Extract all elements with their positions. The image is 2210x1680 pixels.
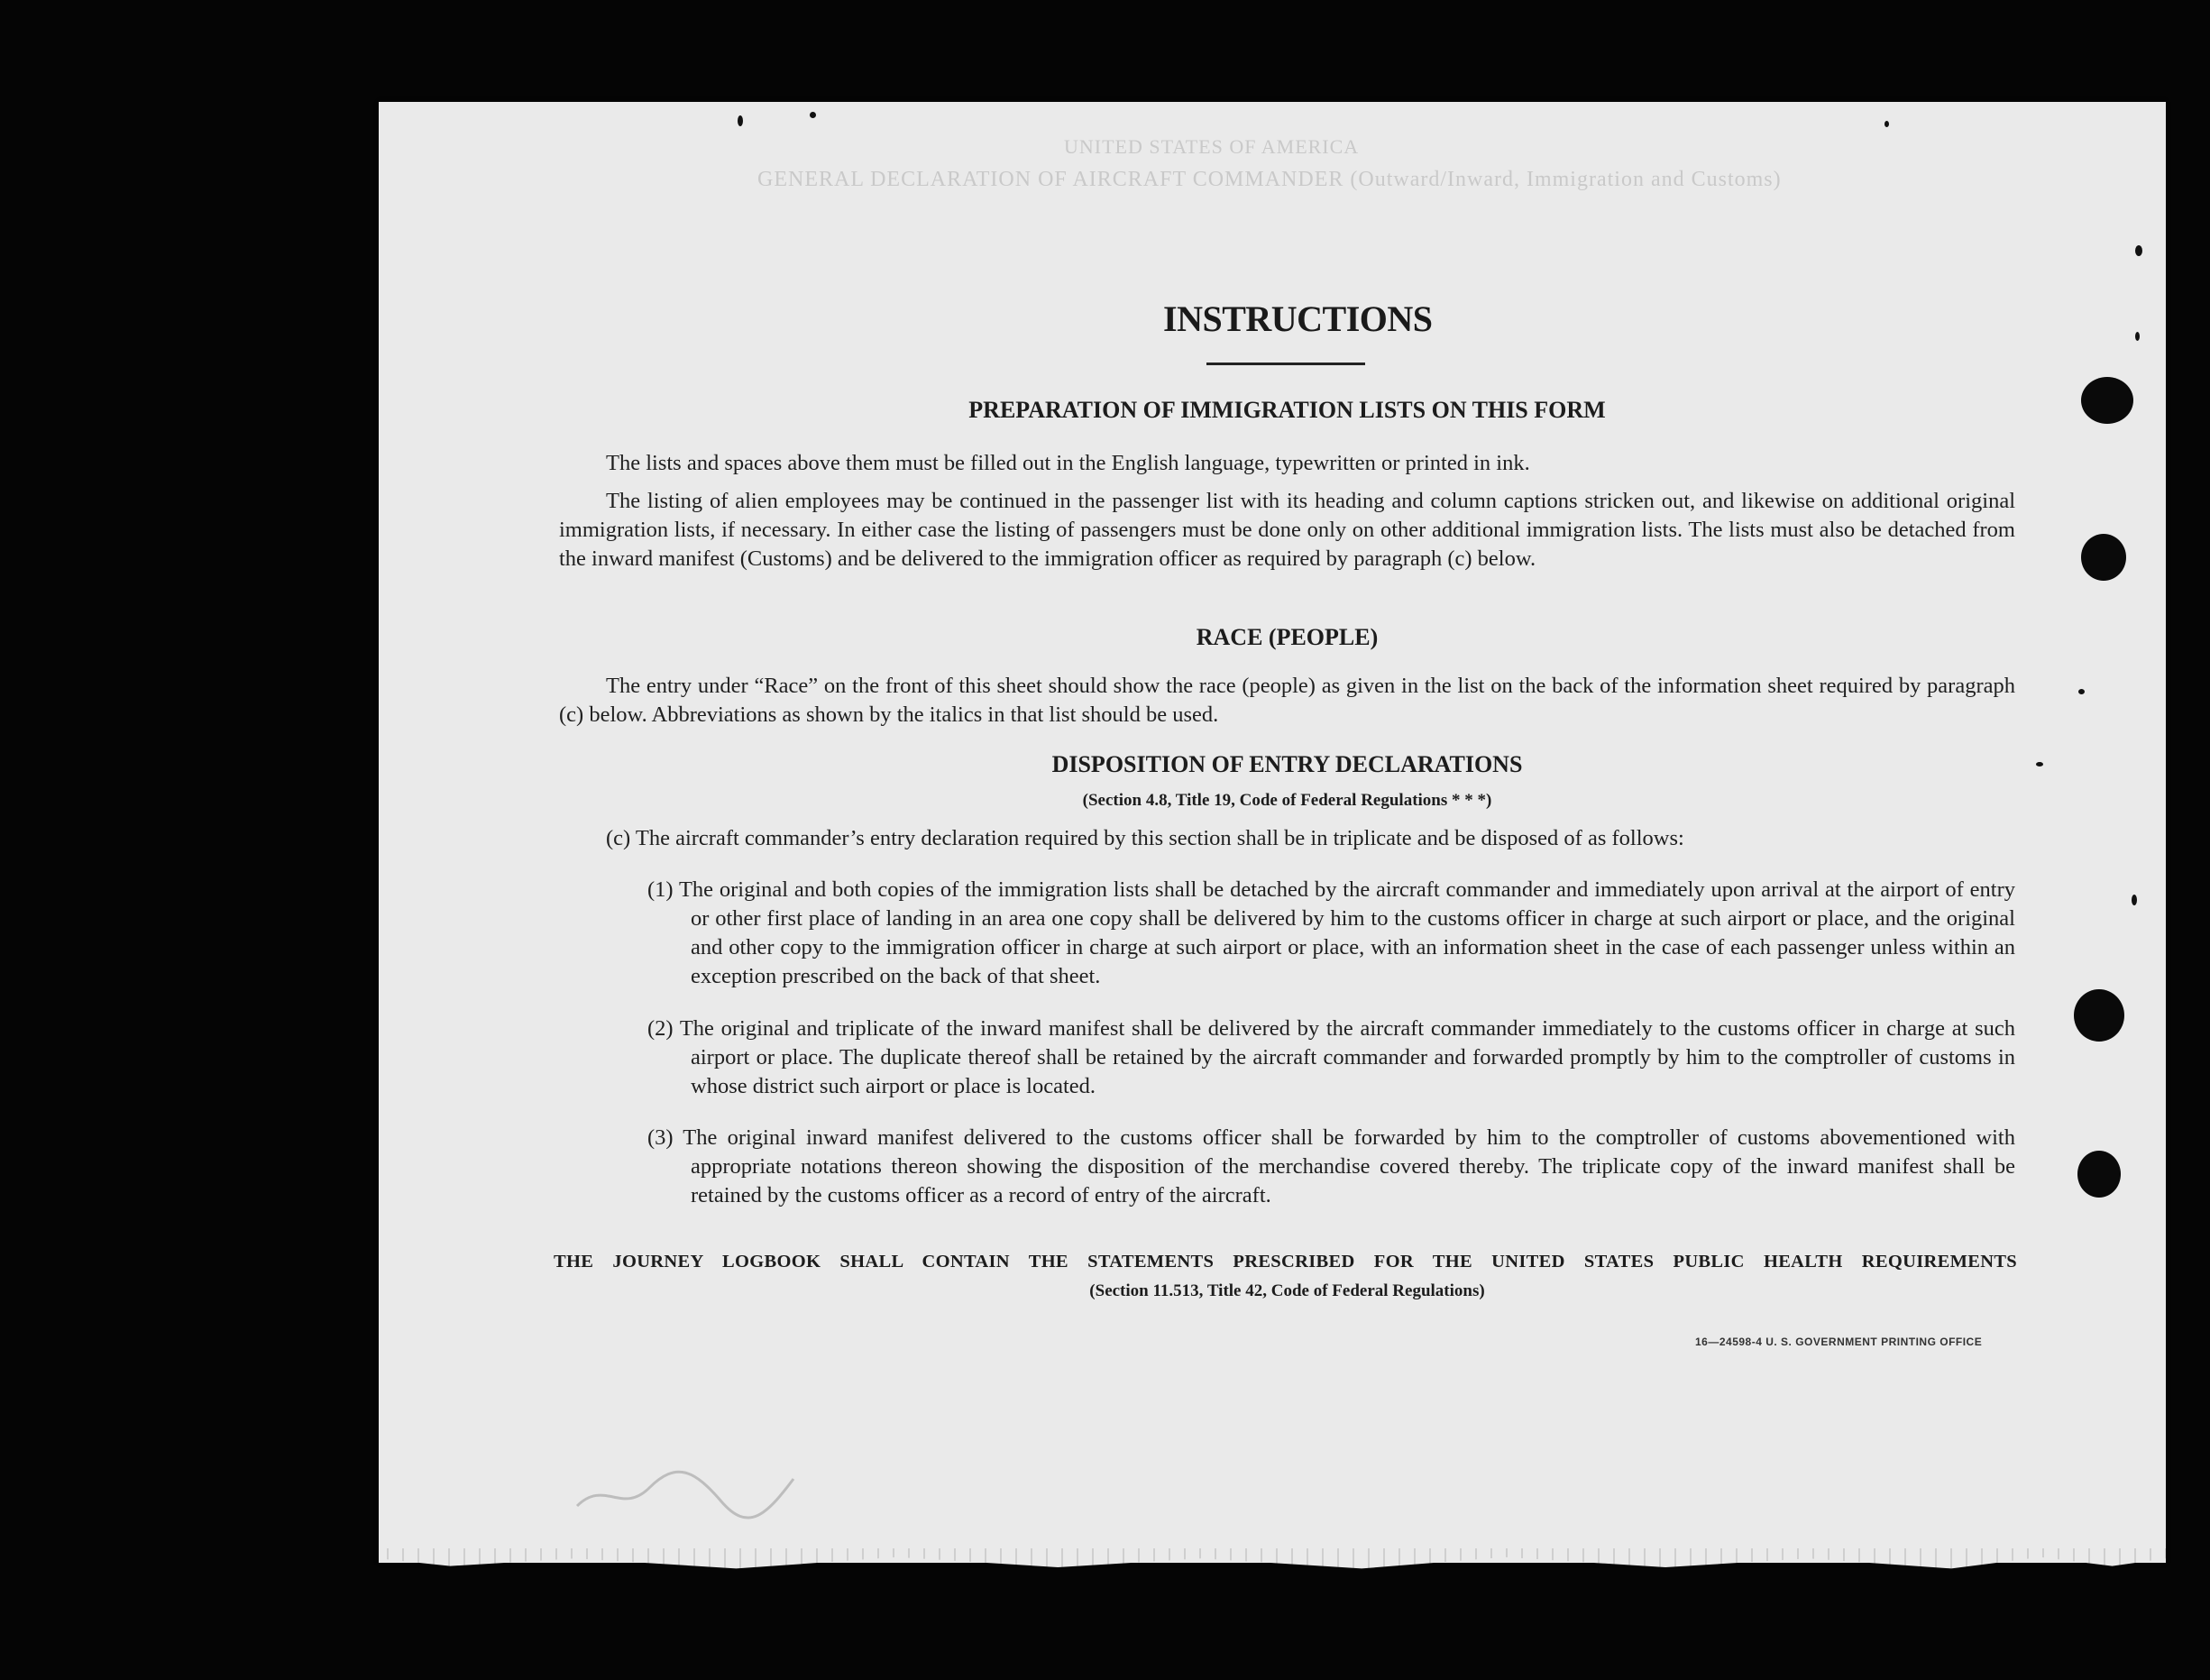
paragraph-alien-employees: The listing of alien employees may be continued in the passenger list with its heading and column captions stricken out, and likewise on additional original immigration lists, if necessary. In either case the listing of passengers must be done only on other additional immigration lists. The lists must also be detached from the inward manifest (Customs) and be delivered to the immigration officer as required by paragraph (c) below. [559, 489, 2015, 571]
speck [2036, 762, 2043, 767]
torn-edge [379, 1548, 2166, 1574]
paragraph-race: The entry under “Race” on the front of this sheet should show the race (people) as given in the list on the back of the information sheet required by paragraph (c) below. Abbreviations as shown by the italics in that list should be used. [559, 674, 2015, 727]
paragraph-english-language: The lists and spaces above them must be filled out in the English language, typewritten or printed in ink. [606, 451, 1530, 475]
speck [2078, 689, 2085, 694]
section-heading-race: RACE (PEOPLE) [1196, 624, 1379, 650]
punch-hole [2077, 1151, 2121, 1198]
punch-hole [2081, 534, 2126, 581]
speck [1884, 121, 1889, 127]
faint-signature [568, 1461, 802, 1524]
section-heading-disposition: DISPOSITION OF ENTRY DECLARATIONS [1051, 751, 1523, 777]
list-item-2: (2) The original and triplicate of the inward manifest shall be delivered by the aircraft commander immediately to the customs officer in charge at such airport or place. The duplicate thereof shall be retained by the aircraft commander and forwarded promptly by him to the comptroller of customs in whose district such airport or place is located. [647, 1016, 2015, 1098]
section-citation-disposition: (Section 4.8, Title 19, Code of Federal Regulations * * *) [1082, 791, 1492, 810]
speck [2132, 895, 2137, 905]
section-heading-preparation: PREPARATION OF IMMIGRATION LISTS ON THIS FORM [968, 397, 1606, 423]
list-item-3: (3) The original inward manifest delivered to the customs officer shall be forwarded by him to the comptroller of customs abovementioned with appropriate notations thereon showing the disposition of the merchandise covered thereby. The triplicate copy of the inward manifest shall be retained by the customs officer as a record of entry of the aircraft. [647, 1125, 2015, 1207]
punch-hole [2074, 989, 2124, 1042]
health-requirements-citation: (Section 11.513, Title 42, Code of Federal Regulations) [1089, 1281, 1485, 1300]
speck [2135, 245, 2142, 256]
title-underline [1206, 363, 1365, 365]
speck [738, 115, 743, 126]
bleed-through-line-2: GENERAL DECLARATION OF AIRCRAFT COMMANDER (Outward/Inward, Immigration and Customs) [757, 168, 1782, 191]
bleed-through-line-1: UNITED STATES OF AMERICA [1064, 135, 1360, 158]
speck [2135, 332, 2140, 341]
page-title: INSTRUCTIONS [1163, 298, 1433, 339]
list-item-1: (1) The original and both copies of the immigration lists shall be detached by the aircraft commander and immediately upon arrival at the airport of entry or other first place of landing in an area one copy shall be delivered by him to the customs officer in charge at such airport or place, and the original and other copy to the immigration officer in charge at such airport or place, with an information sheet in the case of each passenger unless within an exception prescribed on the back of that sheet. [647, 877, 2015, 988]
punch-hole [2081, 377, 2133, 424]
printing-office-code: 16—24598-4 U. S. GOVERNMENT PRINTING OFFICE [1695, 1336, 1983, 1348]
clause-c: (c) The aircraft commander’s entry declaration required by this section shall be in triplicate and be disposed of as follows: [606, 826, 1684, 850]
health-requirements-heading: THE JOURNEY LOGBOOK SHALL CONTAIN THE STATEMENTS PRESCRIBED FOR THE UNITED STATES PUBLIC HEALTH REQUIREMENTS [554, 1252, 2017, 1271]
speck [810, 112, 816, 118]
